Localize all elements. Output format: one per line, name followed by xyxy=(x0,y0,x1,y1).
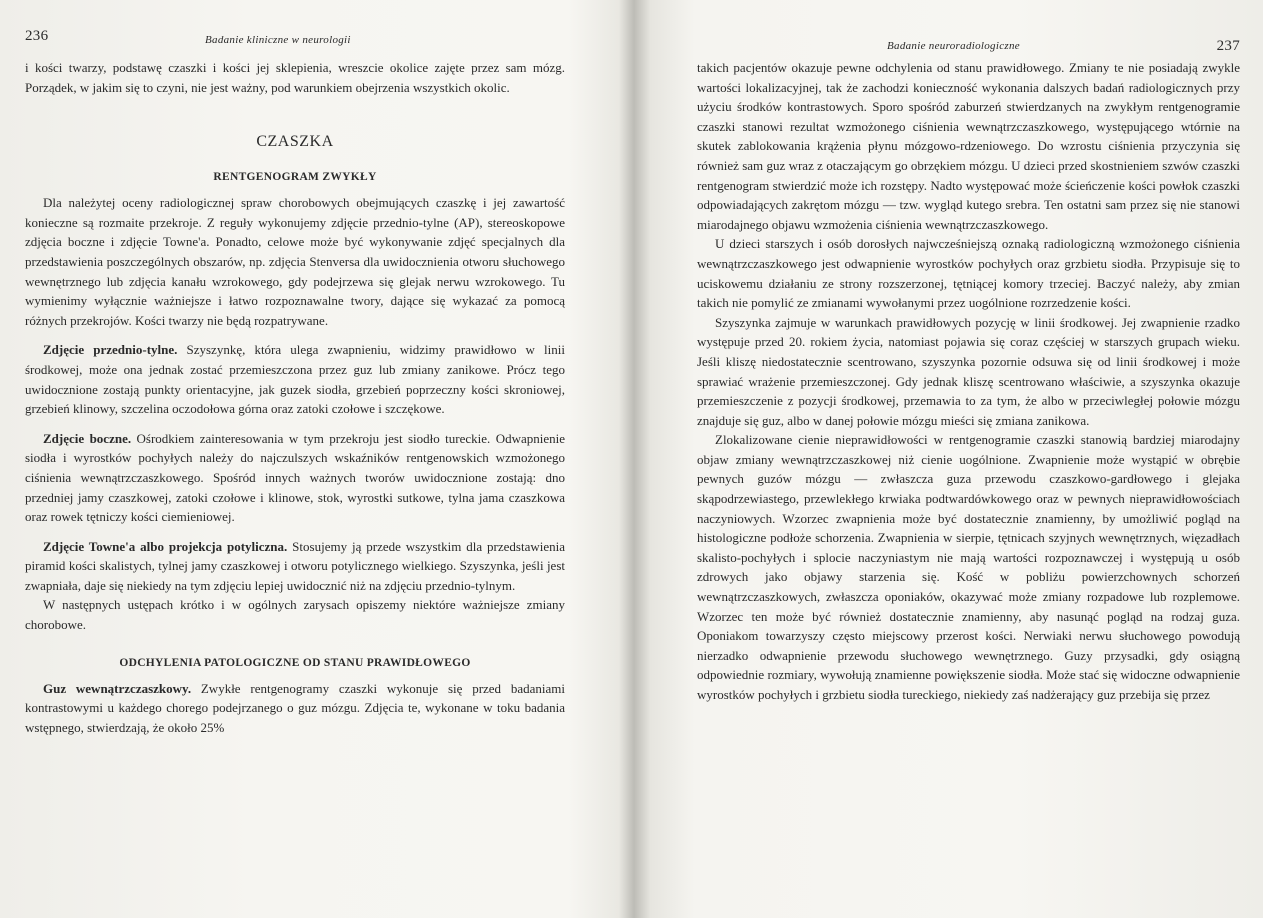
run-in-heading: Zdjęcie Towne'a albo projekcja potyliczna. xyxy=(43,538,288,554)
left-page xyxy=(25,28,565,918)
left-page-header xyxy=(25,28,565,58)
paragraph: takich pacjentów okazuje pewne odchylenia od stanu prawidłowego. Zmiany te nie posiadają zwykle wartości lokalizacyjnej, tak że zachodzi konieczność wykonania dalszych badań radiologicznych przy użyciu środków kontrastowych. Sporo spośród zaburzeń stwierdzanych na zwykłym rentgenogramie czaszki stanowi rezultat wzmożonego ciśnienia wewnątrzczaszkowego, występującego wtórnie na skutek zablokowania krążenia płynu mózgowo-rdzeniowego. Do wzrostu ciśnienia przyczynia się również sam guz wraz z otaczającym go obrzękiem mózgu. U dzieci przed skostnieniem szwów czaszki rentgenogram stwierdzić może ich rozstępy. Nadto występować może ścieńczenie kości powłok czaszki odpowiadających zakrętom mózgu — tzw. wygląd kutego srebra. Ten ostatni sam przez się nie stanowi miarodajnego objawu wzmożenia ciśnienia wewnątrzczaszkowego. xyxy=(697,60,1240,232)
paragraph: U dzieci starszych i osób dorosłych najwcześniejszą oznaką radiologiczną wzmożonego ciśnienia wewnątrzczaszkowego jest odwapnienie wyrostków pochyłych oraz grzbietu siodła. Przypisuje się to uciskowemu działaniu ze strony rozszerzonej, tętniącej komory trzeciej. Baczyć należy, aby zmian takich nie pomylić ze zmianami wywołanymi przez uogólnione rozrzedzenie kości. xyxy=(697,236,1240,311)
paragraph: Dla należytej oceny radiologicznej spraw chorobowych obejmujących czaszkę i jej zawartość konieczne są rozmaite przekroje. Z reguły wykonujemy zdjęcie przednio-tylne (AP), stereoskopowe zdjęcia boczne i zdjęcie Towne'a. Ponadto, celowe może być wykonywanie zdjęć specjalnych dla przedstawienia poszczególnych obszarów, np. zdjęcia Stenversa dla uwidocznienia otworu słuchowego wewnętrznego lub zdjęcia kanału wzrokowego, gdy podejrzewa się glejak nerwu wzrokowego. Tu wymienimy wyłącznie ważniejsze i łatwo rozpoznawalne twory, dające się wykazać za pomocą różnych przekrojów. Kości twarzy nie będą rozpatrywane. xyxy=(25,195,565,328)
chapter-heading: CZASZKA xyxy=(256,133,334,151)
paragraph-text: Szyszynkę, która ulega zwapnieniu, widzimy prawidłowo w linii środkowej, może ona jednak zostać przemieszczona przez guz lub zmiany zanikowe. Prócz tego uwidocznione zostają punkty orientacyjne, jak guzek siodła, grzebień poprzeczny kości skroniowej, grzebień klinowy, szczelina oczodołowa górna oraz zatoki czołowe i szczękowe. xyxy=(25,342,565,417)
paragraph: i kości twarzy, podstawę czaszki i kości jej sklepienia, wreszcie okolice zajęte przez sam mózg. Porządek, w jakim się to czyni, nie jest ważny, pod warunkiem obejrzenia wszystkich okolic. xyxy=(25,60,565,95)
run-in-heading: Zdjęcie przednio-tylne. xyxy=(43,342,178,358)
paragraph: Szyszynka zajmuje w warunkach prawidłowych pozycję w linii środkowej. Jej zwapnienie rzadko występuje przed 20. rokiem życia, natomiast pojawia się coraz częściej w starszych grupach wieku. Jeśli kliszę niedostatecznie scentrowano, szyszynka pozornie odsuwa się od linii środkowej i może sprawiać wrażenie przemieszczonej. Gdy jednak kliszę scentrowano właściwie, a szyszynka okazuje przemieszczenie z pozycji środkowej, przemawia to za tym, że albo w przeciwległej połowie mózgu znajduje się guz, albo w danej połowie mózgu mieści się zmiana zanikowa. xyxy=(697,314,1240,428)
paragraph: W następnych ustępach krótko i w ogólnych zarysach opiszemy niektóre ważniejsze zmiany chorobowe. xyxy=(25,597,565,633)
paragraph: Zlokalizowane cienie nieprawidłowości w rentgenogramie czaszki stanowią bardziej miarodajny objaw zmiany wewnątrzczaszkowej niż cienie uogólnione. Zwapnienie może wystąpić w obrębie pewnych guzów mózgu — zwłaszcza guza przewodu czaszkowo-gardłowego i glejaka skąpodrzewiastego, przewlekłego krwiaka podtwardówkowego oraz w pewnych nieprawidłowościach naczyniowych. Wzorzec zwapnienia może być dostatecznie znamienny, by umożliwić pogląd na histologiczne podłoże schorzenia. Zwapnienia w sierpie, tętnicach szyjnych wewnętrznych, więzadłach skalisto-pochyłych i splocie naczyniastym nie mają wartości rozpoznawczej i występują u osób zdrowych jako objawy starzenia się. Kość w pobliżu powierzchownych schorzeń wewnątrzczaszkowych, zwłaszcza oponiaków, okazywać może zmiany rozpadowe lub rozplemowe. Wzorzec ten może być również dostatecznie znamienny, aby nasunąć pogląd na rodzaj guza. Oponiakom towarzyszy często miejscowy przerost kości. Nerwiaki nerwu słuchowego powodują nierzadko odwapnienie przewodu słuchowego wewnętrznego. Guzy przysadki, gdy osiągną odpowiednie rozmiary, wywołują znamienne powiększenie siodła. Może stać się widoczne odwapnienie wyrostków pochyłych i grzbietu siodła tureckiego, niekiedy zaś nadżerający guz przebija się przez xyxy=(697,432,1240,702)
page-number: 237 xyxy=(1216,38,1240,54)
running-head: Badanie neuroradiologiczne xyxy=(887,40,1020,52)
paragraph xyxy=(25,340,565,418)
right-page-header xyxy=(697,28,1240,58)
paragraph xyxy=(25,679,565,738)
section-heading: ODCHYLENIA PATOLOGICZNE OD STANU PRAWIDŁOWEGO xyxy=(119,656,471,669)
section-heading: RENTGENOGRAM ZWYKŁY xyxy=(213,171,377,184)
paragraph xyxy=(25,429,565,527)
paragraph-text: Zwykłe rentgenogramy czaszki wykonuje się przed badaniami kontrastowymi u każdego chorego podejrzanego o guz mózgu. Zdjęcia te, wykonane w toku badania wstępnego, stwierdzają, że około 25% xyxy=(25,680,565,735)
run-in-heading: Guz wewnątrzczaszkowy. xyxy=(43,680,192,696)
run-in-heading: Zdjęcie boczne. xyxy=(43,430,132,446)
right-page xyxy=(697,28,1240,918)
running-head: Badanie kliniczne w neurologii xyxy=(205,34,351,46)
paragraph xyxy=(25,537,565,596)
paragraph-text: Stosujemy ją przede wszystkim dla przedstawienia piramid kości skalistych, tylnej jamy czaszkowej i otworu potylicznego wielkiego. Szyszynka, jeśli jest zwapniała, daje się niekiedy na tym zdjęciu lepiej uwidocznić niż na zdjęciu przednio-tylnym. xyxy=(25,538,565,593)
paragraph-text: Ośrodkiem zainteresowania w tym przekroju jest siodło tureckie. Odwapnienie siodła i wyrostków pochyłych należy do najczulszych wskaźników rentgenowskich wzmożonego ciśnienia wewnątrzczaszkowego. Spośród innych ważnych tworów uwidocznione zostają: dno przedniej jamy czaszkowej, zatoki czołowe i klinowe, stok, wyrostki sutkowe, tylna jama czaszkowa oraz rowek tętniczy kości ciemieniowej. xyxy=(25,430,565,525)
page-number: 236 xyxy=(25,28,49,44)
